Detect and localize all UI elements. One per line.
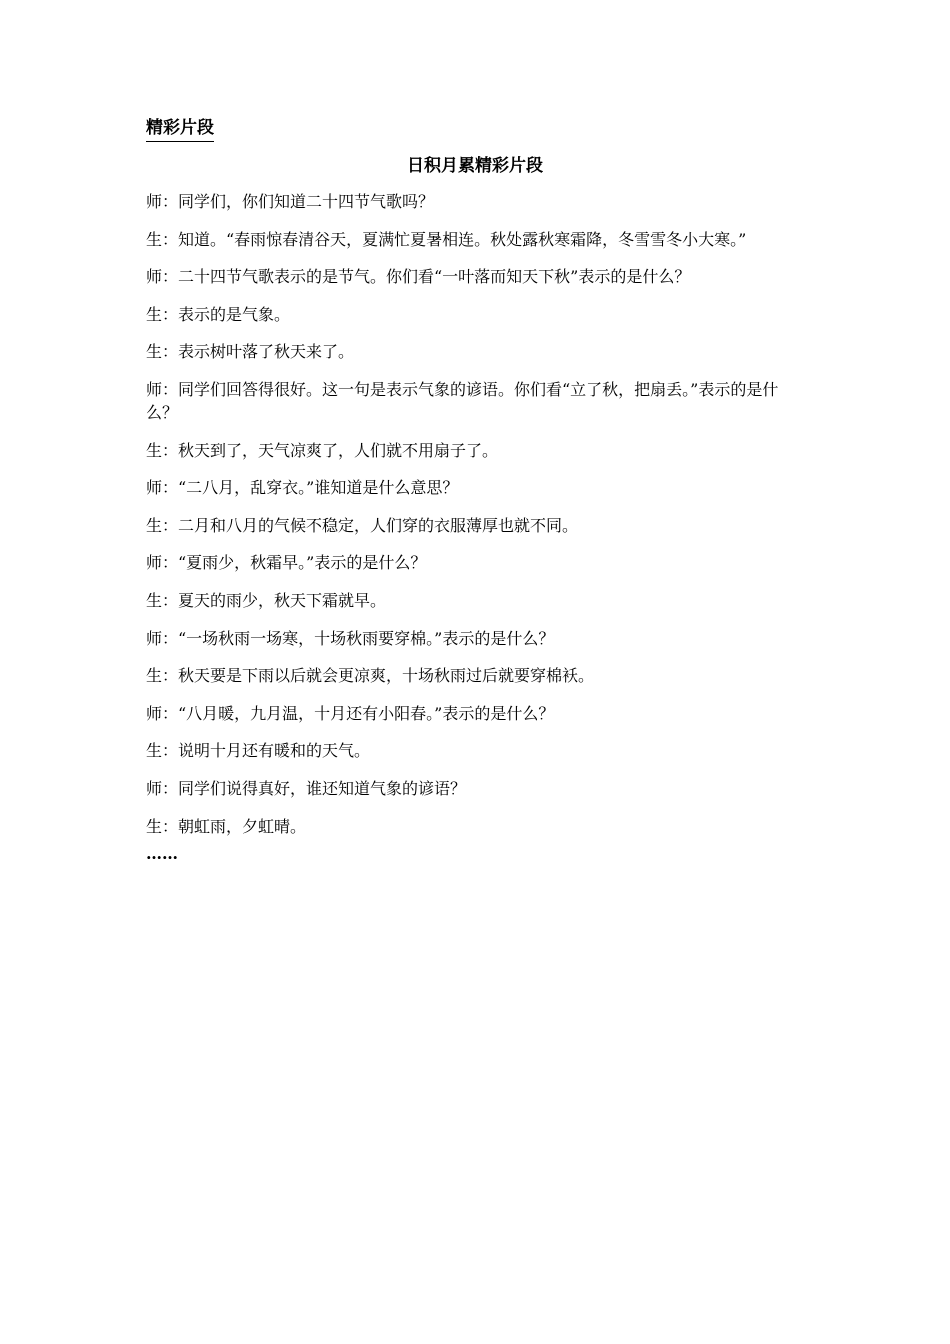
dialogue-line: 师：同学们说得真好，谁还知道气象的谚语？ [146, 778, 467, 798]
dialogue-list [146, 190, 808, 864]
dialogue-line: 师：“八月暖，九月温，十月还有小阳春。”表示的是什么？ [146, 703, 555, 723]
dialogue-line: 生：秋天到了，天气凉爽了，人们就不用扇子了。 [146, 440, 499, 460]
dialogue-line: 师：“二八月，乱穿衣。”谁知道是什么意思？ [146, 478, 459, 498]
dialogue-line: 师：“夏雨少，秋霜早。”表示的是什么？ [146, 553, 427, 573]
dialogue-line: 师：同学们回答得很好。这一句是表示气象的谚语。你们看“立了秋，把扇丢。”表示的是什么？ [146, 379, 779, 422]
ellipsis: …… [146, 844, 178, 864]
dialogue-line: 生：二月和八月的气候不稳定，人们穿的衣服薄厚也就不同。 [146, 515, 579, 535]
section-heading: 精彩片段 [146, 116, 214, 142]
dialogue-line: 师：同学们，你们知道二十四节气歌吗？ [146, 192, 435, 211]
dialogue-line: 生：表示树叶落了秋天来了。 [146, 342, 355, 362]
dialogue-line: 生：朝虹雨，夕虹晴。 [146, 816, 307, 836]
dialogue-line: 师：二十四节气歌表示的是节气。你们看“一叶落而知天下秋”表示的是什么？ [146, 267, 691, 287]
page-title: 日积月累精彩片段 [407, 156, 543, 176]
dialogue-line: 生：表示的是气象。 [146, 304, 291, 324]
dialogue-line: 生：秋天要是下雨以后就会更凉爽，十场秋雨过后就要穿棉袄。 [146, 666, 595, 686]
dialogue-line: 生：说明十月还有暖和的天气。 [146, 741, 371, 761]
dialogue-line: 生：知道。“春雨惊春清谷天，夏满忙夏暑相连。秋处露秋寒霜降，冬雪雪冬小大寒。” [146, 229, 747, 249]
dialogue-line: 生：夏天的雨少，秋天下霜就早。 [146, 590, 387, 610]
dialogue-line: 师：“一场秋雨一场寒，十场秋雨要穿棉。”表示的是什么？ [146, 628, 555, 648]
